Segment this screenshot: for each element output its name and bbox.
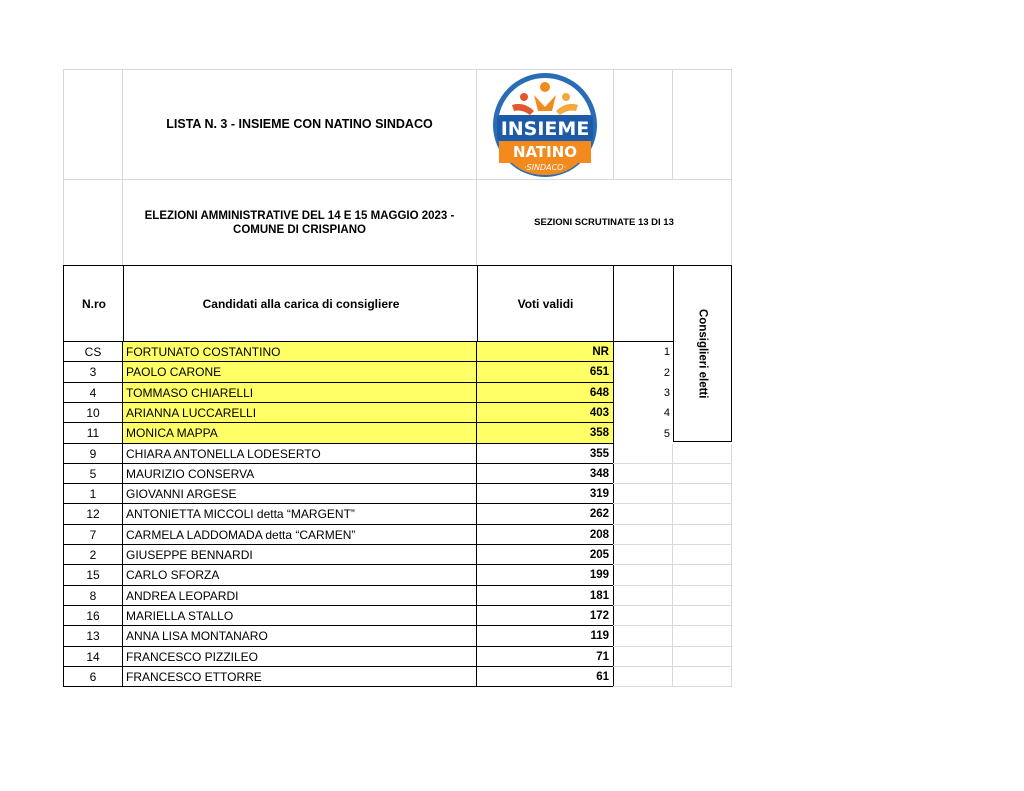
empty-elected-cell — [673, 606, 732, 626]
candidate-name: CARMELA LADDOMADA detta “CARMEN” — [123, 525, 477, 545]
empty-elected-cell — [673, 525, 732, 545]
empty-rank-cell — [613, 525, 673, 545]
candidate-name: MAURIZIO CONSERVA — [123, 464, 477, 484]
candidate-number: 7 — [63, 525, 123, 545]
header-empty-cell — [673, 69, 732, 180]
empty-elected-cell — [673, 504, 732, 525]
candidate-name: FRANCESCO ETTORRE — [123, 667, 477, 687]
col-header-num: N.ro — [63, 265, 124, 342]
col-header-name: Candidati alla carica di consigliere — [123, 265, 478, 342]
election-line-2: COMUNE DI CRISPIANO — [233, 223, 366, 236]
candidate-number: 12 — [63, 504, 123, 525]
candidate-number: 8 — [63, 586, 123, 606]
candidate-name: ANDREA LEOPARDI — [123, 586, 477, 606]
empty-rank-cell — [613, 545, 673, 565]
candidate-votes: 651 — [477, 362, 614, 383]
elected-rank: 1 — [663, 346, 670, 358]
candidate-number: 2 — [63, 545, 123, 565]
empty-elected-cell — [673, 647, 732, 667]
candidate-votes: 172 — [477, 606, 614, 626]
candidate-number: 6 — [63, 667, 123, 687]
candidate-name: ANTONIETTA MICCOLI detta “MARGENT” — [123, 504, 477, 525]
logo-cell — [477, 69, 614, 180]
empty-rank-cell — [613, 586, 673, 606]
elected-rank: 3 — [663, 387, 670, 399]
candidate-number: 16 — [63, 606, 123, 626]
candidate-number: 11 — [63, 423, 123, 444]
empty-rank-cell — [613, 444, 673, 464]
candidate-votes: 208 — [477, 525, 614, 545]
candidate-name: CARLO SFORZA — [123, 565, 477, 586]
list-title: LISTA N. 3 - INSIEME CON NATINO SINDACO — [123, 69, 477, 180]
logo-natino-text: NATINO — [512, 143, 578, 161]
empty-rank-cell — [613, 464, 673, 484]
candidate-name: MARIELLA STALLO — [123, 606, 477, 626]
empty-rank-cell — [613, 626, 673, 647]
sections-counted: SEZIONI SCRUTINATE 13 DI 13 — [477, 180, 732, 266]
candidate-number: 13 — [63, 626, 123, 647]
candidate-votes: 348 — [477, 464, 614, 484]
elected-rank: 5 — [663, 427, 670, 440]
candidate-name: CHIARA ANTONELLA LODESERTO — [123, 444, 477, 464]
candidate-votes: 262 — [477, 504, 614, 525]
election-title — [123, 180, 477, 266]
empty-elected-cell — [673, 545, 732, 565]
candidate-name: FRANCESCO PIZZILEO — [123, 647, 477, 667]
candidate-number: 14 — [63, 647, 123, 667]
candidate-votes: NR — [477, 342, 614, 362]
empty-elected-cell — [673, 565, 732, 586]
empty-elected-cell — [673, 667, 732, 687]
candidate-number: 10 — [63, 403, 123, 423]
elected-rank: 2 — [663, 366, 670, 379]
candidate-number: 4 — [63, 383, 123, 403]
col-header-rank — [613, 265, 674, 342]
candidate-number: 5 — [63, 464, 123, 484]
empty-rank-cell — [613, 565, 673, 586]
candidate-name: ARIANNA LUCCARELLI — [123, 403, 477, 423]
candidate-name: ANNA LISA MONTANARO — [123, 626, 477, 647]
empty-elected-cell — [673, 586, 732, 606]
empty-rank-cell — [613, 484, 673, 504]
empty-elected-cell — [673, 484, 732, 504]
header-empty-cell — [63, 180, 123, 266]
candidate-votes: 355 — [477, 444, 614, 464]
elected-rank: 4 — [663, 407, 670, 419]
candidate-name: PAOLO CARONE — [123, 362, 477, 383]
candidate-votes: 199 — [477, 565, 614, 586]
candidate-number: CS — [63, 342, 123, 362]
col-header-votes: Voti validi — [477, 265, 614, 342]
candidate-votes: 205 — [477, 545, 614, 565]
header-empty-cell — [614, 69, 673, 180]
header-empty-cell — [63, 69, 123, 180]
empty-elected-cell — [673, 444, 732, 464]
candidate-votes: 358 — [477, 423, 614, 444]
logo-sindaco-text: ·SINDACO· — [523, 163, 567, 172]
candidate-votes: 119 — [477, 626, 614, 647]
empty-rank-cell — [613, 606, 673, 626]
candidate-number: 1 — [63, 484, 123, 504]
candidate-votes: 403 — [477, 403, 614, 423]
candidate-votes: 648 — [477, 383, 614, 403]
candidate-votes: 319 — [477, 484, 614, 504]
candidate-number: 9 — [63, 444, 123, 464]
empty-rank-cell — [613, 504, 673, 525]
candidate-number: 15 — [63, 565, 123, 586]
col-header-elected: Consiglieri eletti — [673, 265, 732, 442]
candidate-votes: 61 — [477, 667, 614, 687]
empty-elected-cell — [673, 626, 732, 647]
candidate-name: TOMMASO CHIARELLI — [123, 383, 477, 403]
candidate-number: 3 — [63, 362, 123, 383]
candidate-votes: 181 — [477, 586, 614, 606]
candidate-name: GIUSEPPE BENNARDI — [123, 545, 477, 565]
candidate-name: FORTUNATO COSTANTINO — [123, 342, 477, 362]
election-line-1: ELEZIONI AMMINISTRATIVE DEL 14 E 15 MAGGIO 2023 - — [144, 209, 455, 222]
candidate-name: MONICA MAPPA — [123, 423, 477, 444]
empty-rank-cell — [613, 647, 673, 667]
empty-rank-cell — [613, 667, 673, 687]
candidate-votes: 71 — [477, 647, 614, 667]
insieme-natino-logo — [490, 71, 600, 179]
candidate-name: GIOVANNI ARGESE — [123, 484, 477, 504]
empty-elected-cell — [673, 464, 732, 484]
logo-insieme-text: INSIEME — [500, 118, 590, 140]
